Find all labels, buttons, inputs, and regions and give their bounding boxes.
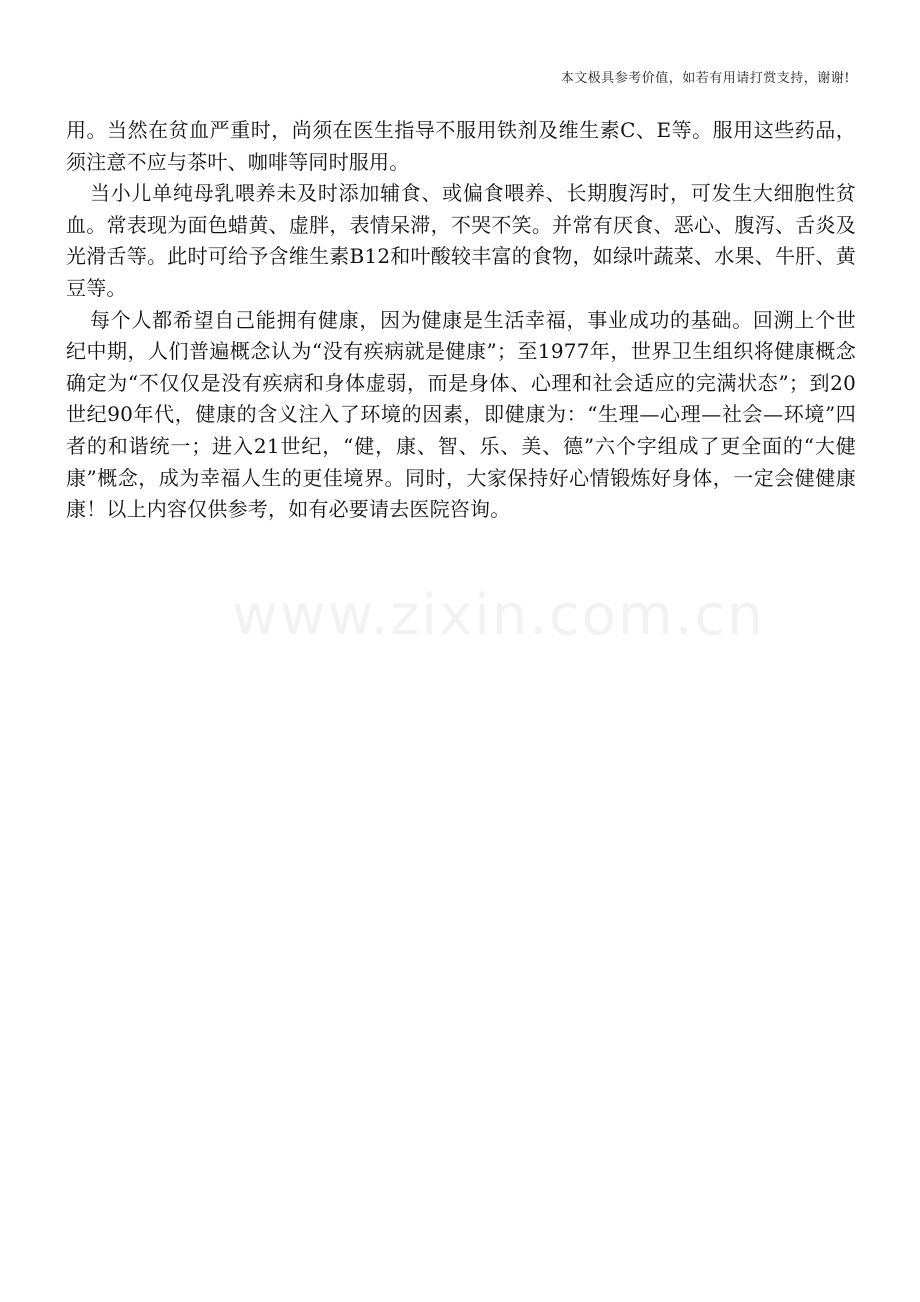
- document-body: [66, 115, 856, 526]
- paragraph: 用。当然在贫血严重时，尚须在医生指导不服用铁剂及维生素C、E等。服用这些药品，须注意不应与茶叶、咖啡等同时服用。: [66, 118, 856, 174]
- paragraph: 每个人都希望自己能拥有健康，因为健康是生活幸福，事业成功的基础。回溯上个世纪中期，人们普遍概念认为“没有疾病就是健康”；至1977年，世界卫生组织将健康概念确定为“不仅仅是没有疾病和身体虚弱，而是身体、心理和社会适应的完满状态”；到20世纪90年代，健康的含义注入了环境的因素，即健康为：“生理—心理—社会—环境”四者的和谐统一；进入21世纪，“健，康、智、乐、美、德”六个字组成了更全面的“大健康”概念，成为幸福人生的更佳境界。同时，大家保持好心情锻炼好身体，一定会健健康康！以上内容仅供参考，如有必要请去医院咨询。: [66, 307, 856, 522]
- header-note: 本文极具参考价值，如若有用请打赏支持，谢谢!: [560, 71, 850, 86]
- paragraph: 当小儿单纯母乳喂养未及时添加辅食、或偏食喂养、长期腹泻时，可发生大细胞性贫血。常表现为面色蜡黄、虚胖，表情呆滞，不哭不笑。并常有厌食、恶心、腹泻、舌炎及光滑舌等。此时可给予含维生素B12和叶酸较丰富的食物，如绿叶蔬菜、水果、牛肝、黄豆等。: [66, 181, 856, 300]
- watermark: www.zixin.com.cn: [232, 583, 765, 648]
